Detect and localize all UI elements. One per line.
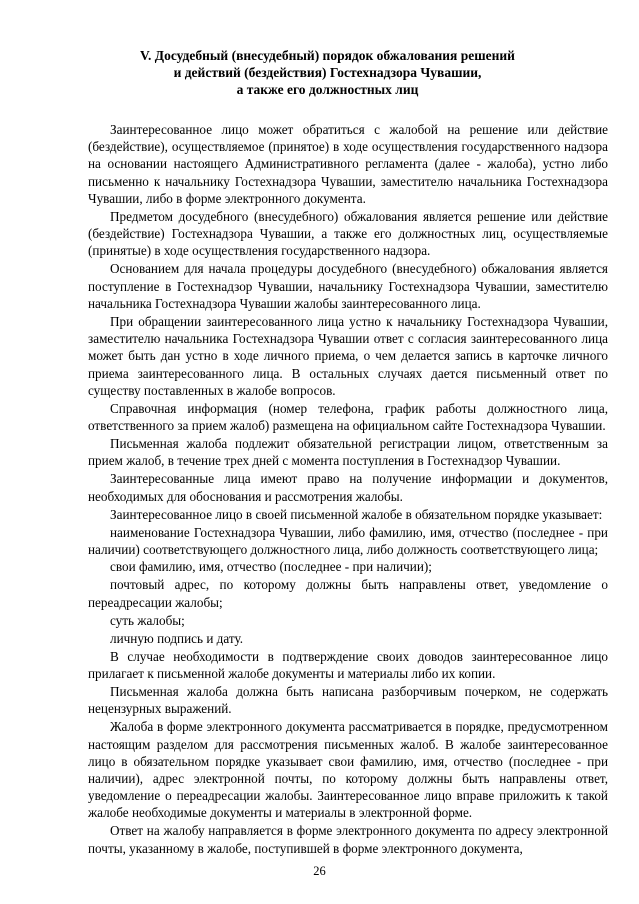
- list-item-signature-date: личную подпись и дату.: [110, 630, 244, 646]
- section-heading: [82, 47, 573, 98]
- list-item-complaint-essence: суть жалобы;: [110, 612, 185, 628]
- section-heading-line-2: и действий (бездействия) Гостехнадзора Чувашии,: [173, 65, 482, 80]
- page-number: 26: [313, 864, 326, 878]
- paragraph-appeal-right: Заинтересованное лицо может обратиться с жалобой на решение или действие (бездействие), осуществляемое (принятое) в ходе осуществления государственного надзора на основании настоящего Административного регламента (далее - жалоба), устно либо письменно к начальнику Гостехнадзора Чувашии, заместителю начальника Гостехнадзора Чувашии, либо в форме электронного документа.: [88, 122, 608, 206]
- paragraph-electronic-response: Ответ на жалобу направляется в форме электронного документа по адресу электронной почты, указанному в жалобе, поступившей в форме электронного документа,: [88, 823, 608, 856]
- paragraph-appeal-basis: Основанием для начала процедуры досудебного (внесудебного) обжалования является поступление в Гостехнадзор Чувашии, начальнику Гостехнадзора Чувашии, заместителю начальника Гостехнадзора Чувашии жалобы заинтересованного лица.: [88, 261, 608, 311]
- section-heading-line-1: V. Досудебный (внесудебный) порядок обжалования решений: [140, 48, 515, 63]
- paragraph-required-fields-intro: Заинтересованное лицо в своей письменной жалобе в обязательном порядке указывает:: [110, 506, 603, 522]
- paragraph-legibility: Письменная жалоба должна быть написана разборчивым почерком, не содержать нецензурных выражений.: [88, 684, 608, 717]
- paragraph-information-right: Заинтересованные лица имеют право на получение информации и документов, необходимых для обоснования и рассмотрения жалобы.: [88, 471, 608, 504]
- paragraph-attachments: В случае необходимости в подтверждение своих доводов заинтересованное лицо прилагает к письменной жалобе документы и материалы либо их копии.: [88, 648, 608, 681]
- section-heading-line-3: а также его должностных лиц: [236, 82, 419, 97]
- section-body: [88, 121, 608, 857]
- paragraph-oral-appeal: При обращении заинтересованного лица устно к начальнику Гостехнадзора Чувашии, заместителю начальника Гостехнадзора Чувашии ответ с согласия заинтересованного лица может быть дан устно в ходе личного приема, о чем делается запись в карточке личного приема заинтересованного лица. В остальных случаях дается письменный ответ по существу поставленных в жалобе вопросов.: [88, 313, 608, 398]
- list-item-postal-address: почтовый адрес, по которому должны быть направлены ответ, уведомление о переадресации жалобы;: [88, 577, 608, 610]
- paragraph-registration: Письменная жалоба подлежит обязательной регистрации лицом, ответственным за прием жалоб, в течение трех дней с момента поступления в Гостехнадзор Чувашии.: [88, 436, 608, 469]
- paragraph-reference-info: Справочная информация (номер телефона, график работы должностного лица, ответственного за прием жалоб) размещена на официальном сайте Гостехнадзора Чувашии.: [88, 400, 608, 434]
- paragraph-electronic-complaint: Жалоба в форме электронного документа рассматривается в порядке, предусмотренном настоящим разделом для рассмотрения письменных жалоб. В жалобе заинтересованное лицо в обязательном порядке указывает свои фамилию, имя, отчество (последнее - при наличии), адрес электронной почты, по которому должны быть направлены ответ, уведомление о переадресации жалобы. Заинтересованное лицо вправе приложить к такой жалобе необходимые документы и материалы в электронной форме.: [88, 719, 608, 821]
- list-item-full-name: свои фамилию, имя, отчество (последнее - при наличии);: [110, 559, 432, 575]
- list-item-addressee: наименование Гостехнадзора Чувашии, либо фамилию, имя, отчество (последнее - при наличии) соответствующего должностного лица, либо должность соответствующего лица;: [88, 524, 608, 557]
- paragraph-appeal-subject: Предметом досудебного (внесудебного) обжалования является решение или действие (бездействие) Гостехнадзора Чувашии, а также его должностных лиц, осуществляемые (принятые) в ходе осуществления государственного надзора.: [88, 208, 608, 259]
